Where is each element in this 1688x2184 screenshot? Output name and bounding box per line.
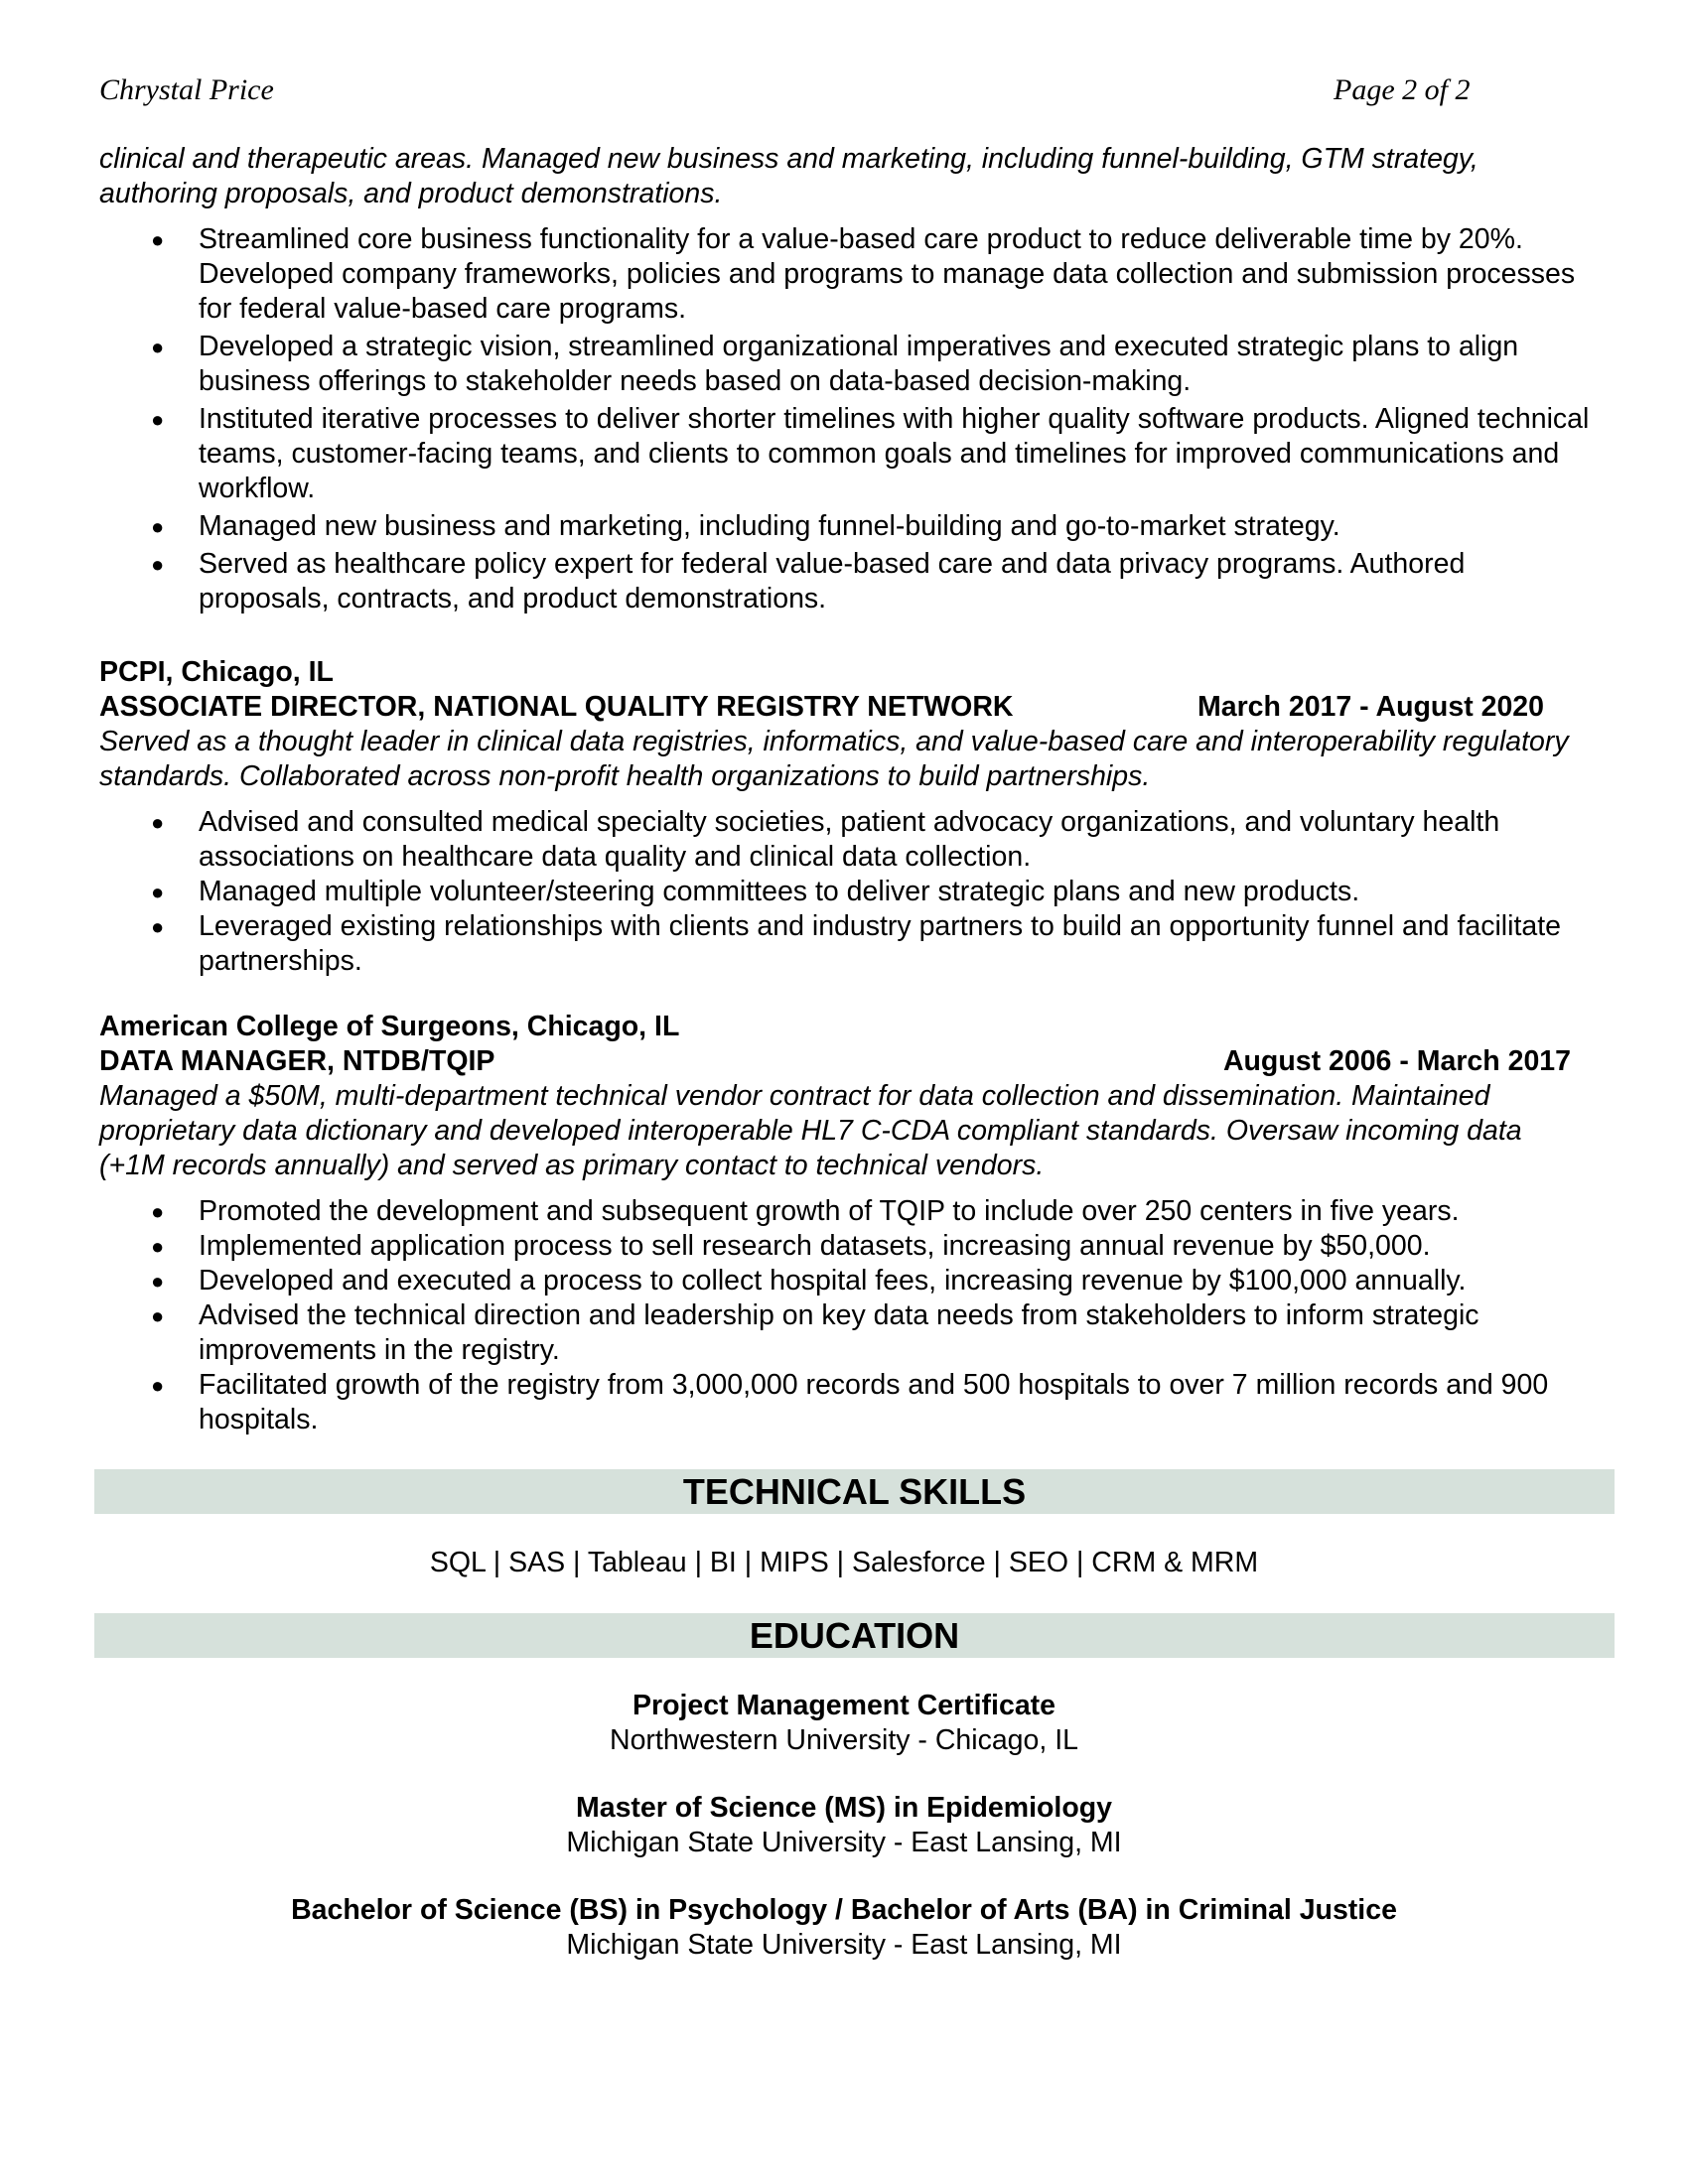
education-school: Michigan State University - East Lansing, MI bbox=[566, 1827, 1122, 1858]
list-item: ● Advised and consulted medical specialty societies, patient advocacy organizations, and voluntary health associations on healthcare data quality and clinical data collection. bbox=[151, 806, 1500, 873]
header-name: Chrystal Price bbox=[99, 73, 274, 106]
list-item: ● Managed multiple volunteer/steering committees to deliver strategic plans and new products. bbox=[151, 876, 1360, 907]
education-heading: EDUCATION bbox=[94, 1613, 1615, 1658]
list-item: ● Promoted the development and subsequent growth of TQIP to include over 250 centers in five years. bbox=[151, 1195, 1460, 1227]
list-item: ● Streamlined core business functionality for a value-based care product to reduce deliverable time by 20%. Developed company frameworks, policies and programs to manage data collection and submission processes for federal value-based care programs. bbox=[151, 223, 1576, 325]
job-acs bbox=[99, 1010, 1594, 1437]
list-item: ● Developed a strategic vision, streamlined organizational imperatives and executed strategic plans to align business offerings to stakeholder needs based on data-based decision-making. bbox=[151, 331, 1519, 397]
company-name: American College of Surgeons, Chicago, IL bbox=[99, 1011, 680, 1042]
page-number: Page 2 of 2 bbox=[1334, 73, 1471, 106]
role-row bbox=[99, 690, 1544, 725]
list-item: ● Leveraged existing relationships with clients and industry partners to build an opportunity funnel and facilitate partnerships. bbox=[151, 910, 1561, 977]
job-summary: Managed a $50M, multi-department technical vendor contract for data collection and dissemination. Maintained proprietary data dictionary and developed interoperable HL7 C-CDA compliant standards. Oversaw incoming data (+1M records annually) and served as primary contact to technical vendors. bbox=[99, 1080, 1522, 1181]
job-summary: Served as a thought leader in clinical data registries, informatics, and value-based care and interoperability regulatory standards. Collaborated across non-profit health organizations to build partnerships. bbox=[99, 726, 1569, 792]
education-degree: Bachelor of Science (BS) in Psychology / Bachelor of Arts (BA) in Criminal Justice bbox=[291, 1894, 1397, 1926]
list-item: ● Instituted iterative processes to deliver shorter timelines with higher quality software products. Aligned technical teams, customer-facing teams, and clients to common goals and timelines for improved communications and workflow. bbox=[151, 403, 1590, 504]
role-row bbox=[99, 1044, 1571, 1079]
list-item: ● Served as healthcare policy expert for federal value-based care and data privacy programs. Authored proposals, contracts, and product demonstrations. bbox=[151, 548, 1466, 614]
job-dates: March 2017 - August 2020 bbox=[1197, 691, 1544, 723]
company-name: PCPI, Chicago, IL bbox=[99, 656, 334, 688]
job-bullets bbox=[99, 805, 1594, 979]
education-school: Northwestern University - Chicago, IL bbox=[609, 1724, 1078, 1756]
education-degree: Project Management Certificate bbox=[632, 1690, 1056, 1721]
previous-job-continuation bbox=[99, 142, 1594, 616]
previous-job-bullets bbox=[99, 222, 1594, 616]
job-title: DATA MANAGER, NTDB/TQIP bbox=[99, 1045, 495, 1077]
education-school: Michigan State University - East Lansing, MI bbox=[566, 1929, 1122, 1961]
job-dates: August 2006 - March 2017 bbox=[1222, 1045, 1571, 1077]
list-item: ● Managed new business and marketing, including funnel-building and go-to-market strategy. bbox=[151, 510, 1340, 542]
job-title: ASSOCIATE DIRECTOR, NATIONAL QUALITY REGISTRY NETWORK bbox=[99, 691, 1014, 723]
list-item: ● Developed and executed a process to collect hospital fees, increasing revenue by $100,000 annually. bbox=[151, 1265, 1467, 1297]
list-item: ● Facilitated growth of the registry from 3,000,000 records and 500 hospitals to over 7 million records and 900 hospitals. bbox=[151, 1369, 1549, 1435]
skills-list: SQL | SAS | Tableau | BI | MIPS | Salesforce | SEO | CRM & MRM bbox=[429, 1547, 1259, 1578]
education-degree: Master of Science (MS) in Epidemiology bbox=[575, 1792, 1112, 1824]
list-item: ● Implemented application process to sell research datasets, increasing annual revenue by $50,000. bbox=[151, 1230, 1431, 1262]
technical-skills-heading: TECHNICAL SKILLS bbox=[94, 1469, 1615, 1514]
job-bullets bbox=[99, 1194, 1594, 1437]
job-pcpi bbox=[99, 655, 1594, 979]
previous-job-summary: clinical and therapeutic areas. Managed new business and marketing, including funnel-building, GTM strategy, authoring proposals, and product demonstrations. bbox=[99, 143, 1478, 209]
list-item: ● Advised the technical direction and leadership on key data needs from stakeholders to inform strategic improvements in the registry. bbox=[151, 1299, 1479, 1366]
